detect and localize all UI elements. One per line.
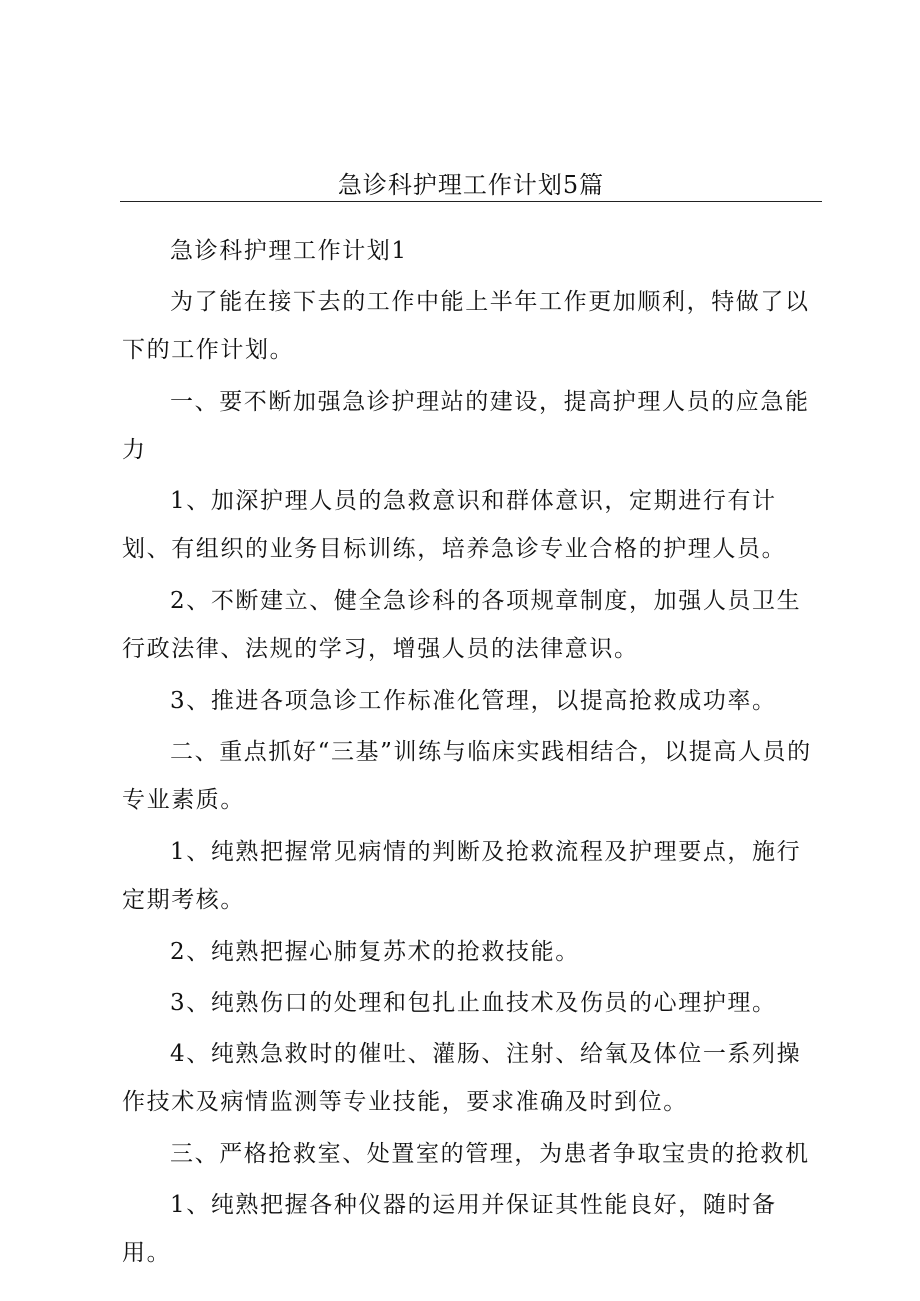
paragraph-intro: 为了能在接下去的工作中能上半年工作更加顺利，特做了以下的工作计划。	[122, 289, 810, 363]
section-heading-1: 一、要不断加强急诊护理站的建设，提高护理人员的应急能力	[122, 389, 810, 463]
document-title: 急诊科护理工作计划5篇	[337, 171, 605, 199]
paragraph-1-1: 1、加深护理人员的急救意识和群体意识，定期进行有计划、有组织的业务目标训练，培养急诊专业合格的护理人员。	[122, 488, 787, 562]
paragraph-3-1: 1、纯熟把握各种仪器的运用并保证其性能良好，随时备用。	[122, 1192, 777, 1266]
paragraph-1-3: 3、推进各项急诊工作标准化管理，以提高抢救成功率。	[170, 688, 777, 714]
paragraph-1-2: 2、不断建立、健全急诊科的各项规章制度，加强人员卫生行政法律、法规的学习，增强人员的法律意识。	[122, 588, 802, 662]
document-body	[122, 227, 822, 1280]
paragraph-2-4: 4、纯熟急救时的催吐、灌肠、注射、给氧及体位一系列操作技术及病情监测等专业技能，要求准确及时到位。	[122, 1041, 802, 1115]
title-divider	[120, 201, 822, 202]
section-heading-3: 三、严格抢救室、处置室的管理，为患者争取宝贵的抢救机	[170, 1141, 810, 1167]
section-heading-2: 二、重点抓好“三基”训练与临床实践相结合，以提高人员的专业素质。	[122, 739, 812, 813]
section-heading-plan-1: 急诊科护理工作计划1	[170, 238, 408, 264]
paragraph-2-2: 2、纯熟把握心肺复苏术的抢救技能。	[170, 939, 580, 965]
paragraph-2-1: 1、纯熟把握常见病情的判断及抢救流程及护理要点，施行定期考核。	[122, 839, 802, 913]
paragraph-2-3: 3、纯熟伤口的处理和包扎止血技术及伤员的心理护理。	[170, 990, 777, 1016]
